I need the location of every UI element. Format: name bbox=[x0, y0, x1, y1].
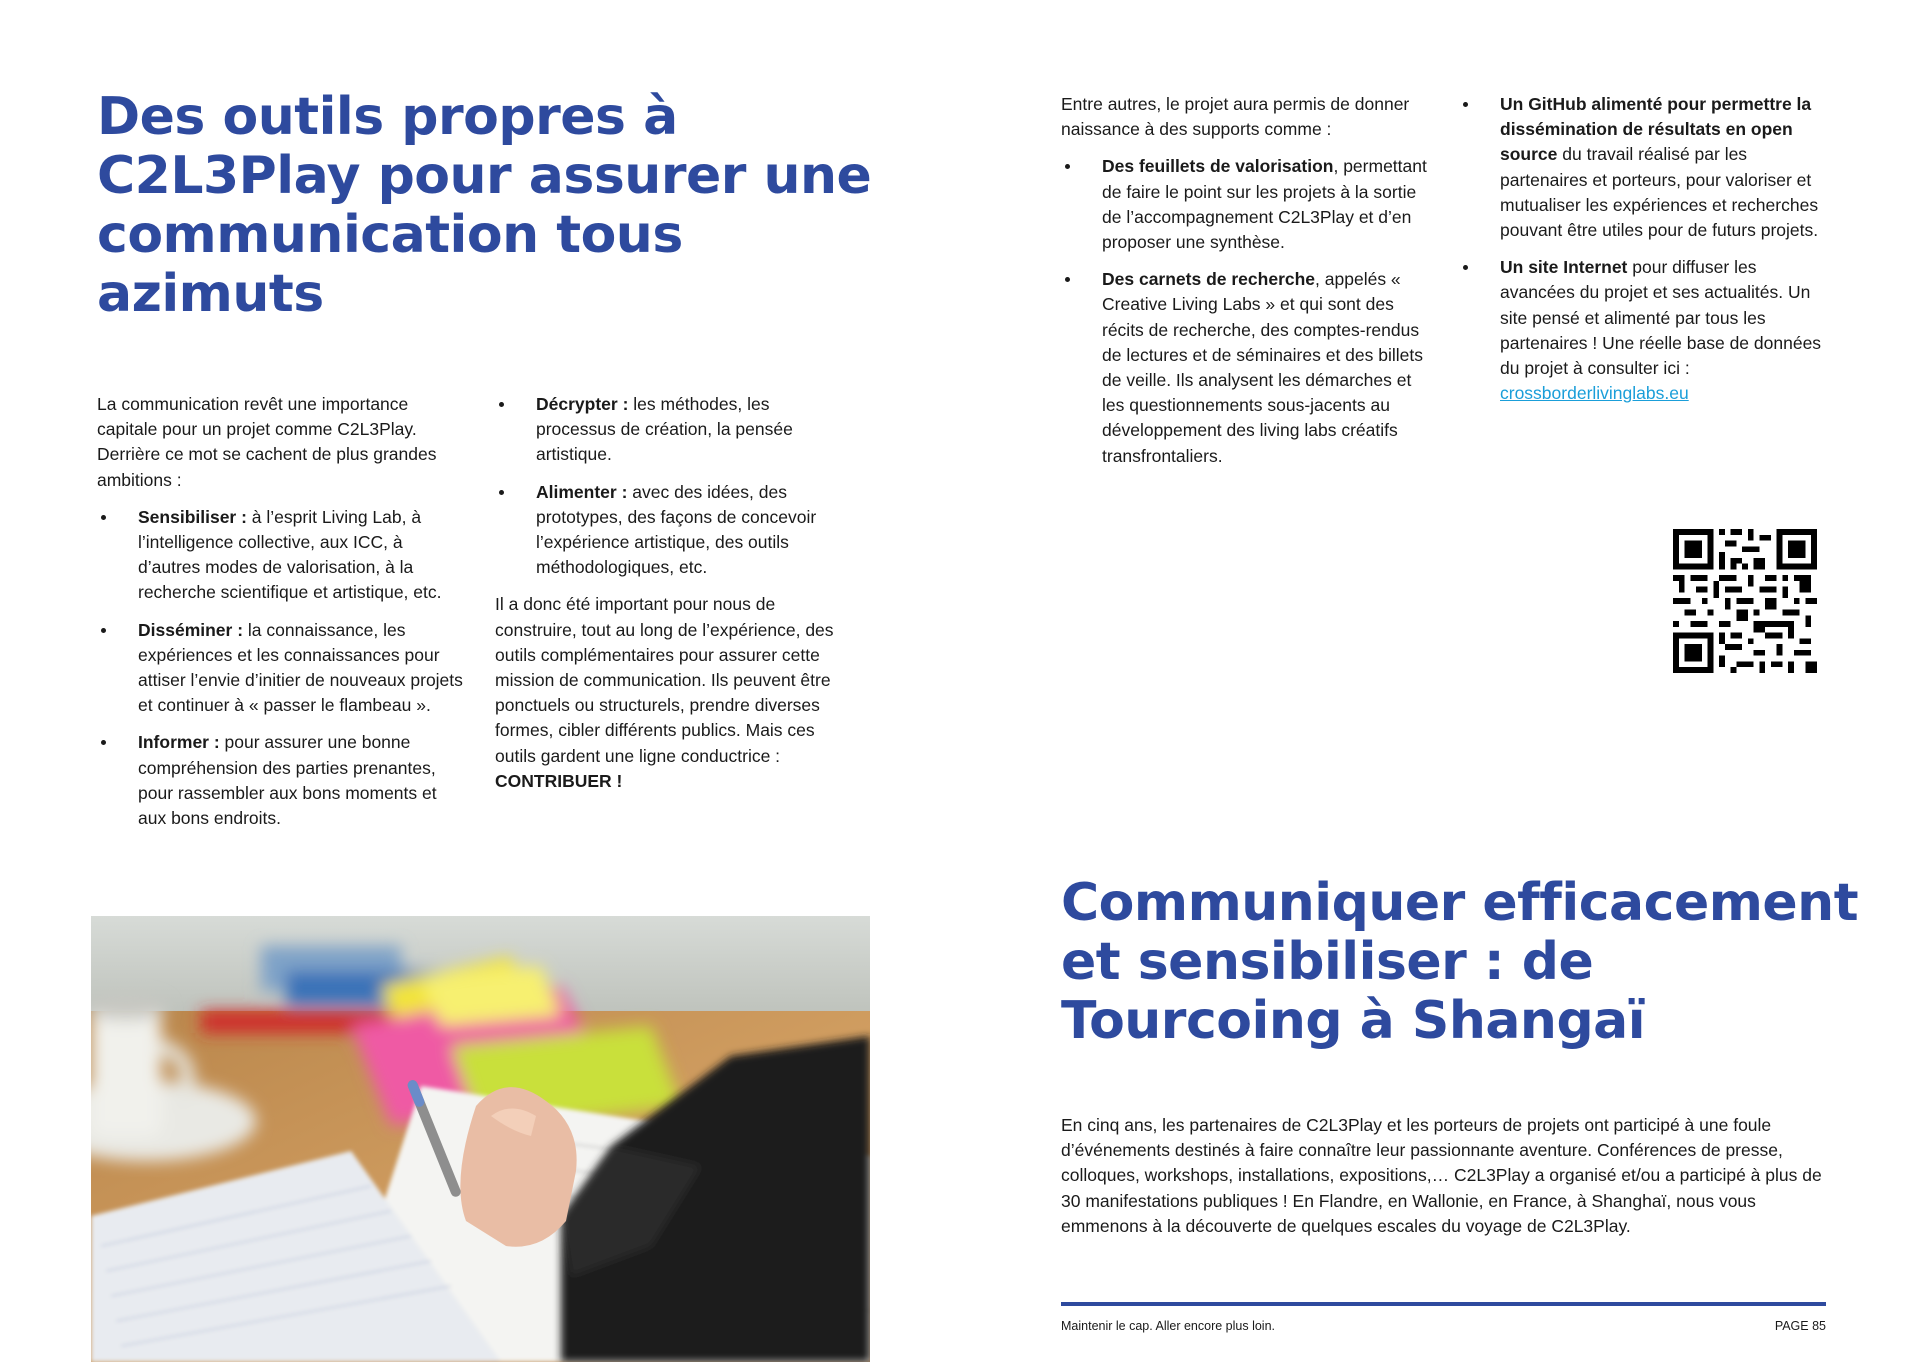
list-item bbox=[97, 730, 467, 831]
page-title: Des outils propres à C2L3Play pour assurer une communication tous azimuts bbox=[97, 87, 872, 324]
support-term: Un GitHub alimenté pour permettre la dissémination de résultats en open source bbox=[1500, 94, 1812, 165]
bullet-term: Sensibiliser : bbox=[138, 506, 247, 527]
ambitions-list-continued bbox=[495, 392, 840, 580]
bullet-term: Décrypter : bbox=[536, 394, 629, 414]
support-text: , permettant de faire le point sur les projets à la sortie de l’accompagnement C2L3Play et d’en proposer une synthèse. bbox=[1102, 156, 1427, 253]
supports-column bbox=[1061, 92, 1436, 481]
list-item bbox=[1459, 92, 1829, 243]
conclusion-paragraph bbox=[495, 592, 840, 794]
bullet-text: les méthodes, les processus de création, la pensée artistique. bbox=[536, 394, 793, 465]
list-item bbox=[495, 392, 840, 468]
intro-paragraph: La communication revêt une importance capitale pour un projet comme C2L3Play. Derrière ce mot se cachent de plus grandes ambitions : bbox=[97, 394, 437, 490]
supports-intro: Entre autres, le projet aura permis de donner naissance à des supports comme : bbox=[1061, 94, 1410, 140]
support-term: Des carnets de recherche bbox=[1102, 269, 1316, 290]
ambitions-column-2 bbox=[495, 392, 840, 806]
bullet-text: avec des idées, des prototypes, des façons de concevoir l’expérience artistique, des outils méthodologiques, etc. bbox=[536, 481, 817, 578]
website-link[interactable]: crossborderlivinglabs.eu bbox=[1500, 383, 1689, 404]
bullet-term: Informer : bbox=[138, 732, 220, 753]
support-term: Un site Internet bbox=[1500, 257, 1628, 278]
workshop-photo bbox=[91, 916, 870, 1362]
events-paragraph: En cinq ans, les partenaires de C2L3Play et les porteurs de projets ont participé à une foule d’événements destinés à faire connaître leur passionnante aventure. Conférences de presse, colloques, workshops, installations, expositions,… C2L3Play a organisé et/ou a participé à plus de 30 manifestations publiques ! En Flandre, en Wallonie, en France, à Shanghaï, nous vous emmenons à la découverte de quelques escales du voyage de C2L3Play. bbox=[1061, 1115, 1822, 1236]
supports-list-continued bbox=[1459, 92, 1829, 406]
bullet-text: à l’esprit Living Lab, à l’intelligence collective, aux ICC, à d’autres modes de valorisation, à la recherche scientifique et artistique, etc. bbox=[138, 506, 442, 603]
conclusion-strong: CONTRIBUER ! bbox=[495, 770, 623, 791]
conclusion-text: Il a donc été important pour nous de construire, tout au long de l’expérience, des outils complémentaires pour assurer cette mission de communication. Ils peuvent être ponctuels ou structurels, prendre diverses formes, cibler différents publics. Mais ces outils gardent une ligne conductrice : bbox=[495, 594, 834, 766]
list-item bbox=[495, 480, 840, 581]
support-text: , appelés « Creative Living Labs » et qui sont des récits de recherche, des comptes-rendus de lectures et de séminaires et des billets de veille. Ils analysent les démarches et les questionnements sous-jacents au développement des living labs créatifs transfrontaliers. bbox=[1102, 269, 1423, 466]
bullet-text: la connaissance, les expériences et les connaissances pour attiser l’envie d’initier de nouveaux projets et continuer à « passer le flambeau ». bbox=[138, 619, 463, 716]
footer-rule bbox=[1061, 1302, 1826, 1306]
section-title: Communiquer efficacement et sensibiliser : de Tourcoing à Shangaï bbox=[1061, 873, 1859, 1051]
bullet-term: Disséminer : bbox=[138, 619, 244, 640]
support-text: pour diffuser les avancées du projet et ses actualités. Un site pensé et alimenté par tous les partenaires ! Une réelle base de données du projet à consulter ici : bbox=[1500, 257, 1822, 379]
bullet-text: pour assurer une bonne compréhension des parties prenantes, pour rassembler aux bons moments et aux bons endroits. bbox=[138, 732, 437, 829]
list-item bbox=[97, 505, 467, 606]
bullet-term: Alimenter : bbox=[536, 481, 628, 502]
footer-tagline: Maintenir le cap. Aller encore plus loin. bbox=[1061, 1319, 1276, 1333]
support-text: du travail réalisé par les partenaires et porteurs, pour valoriser et mutualiser les expériences et recherches pouvant être utiles pour de futurs projets. bbox=[1500, 144, 1819, 241]
list-item bbox=[1459, 255, 1829, 406]
qr-code[interactable] bbox=[1673, 529, 1817, 673]
ambitions-list bbox=[97, 505, 467, 831]
list-item bbox=[1061, 267, 1436, 469]
list-item bbox=[97, 618, 467, 719]
supports-list bbox=[1061, 154, 1436, 468]
support-term: Des feuillets de valorisation bbox=[1102, 156, 1334, 177]
list-item bbox=[1061, 154, 1436, 255]
supports-column-2 bbox=[1459, 92, 1829, 418]
intro-column bbox=[97, 392, 467, 843]
page-number: PAGE 85 bbox=[1774, 1319, 1826, 1333]
